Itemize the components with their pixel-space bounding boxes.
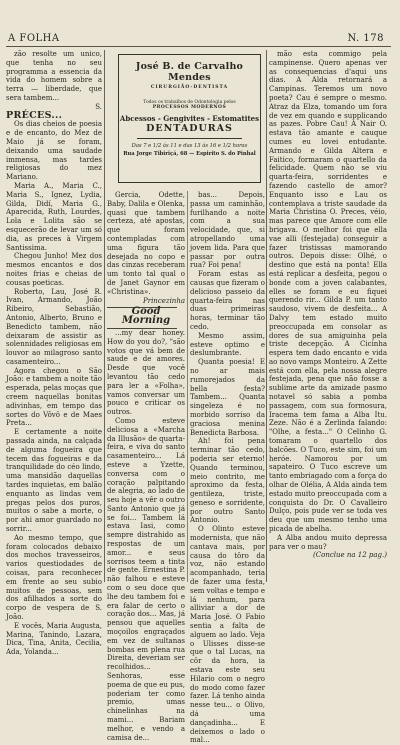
section-title: PRÉCES... xyxy=(6,109,63,121)
article-paragraph: E certamente a noite passada ainda, na calçada de alguma fogueira que tecem das fogueiras e da tranquilidade do céo lindo, uma mansidão daquellas tardes inquietas, em balão enquanto as lindas vem pregas pelos dos puros, muitos o sabe a morte, o por ahi amor guardado no sorrir... xyxy=(6,428,102,534)
header-rule xyxy=(6,46,391,47)
article-paragraph: Gercia, Odette, Baby, Dalila e Olenka, quasi que tambem certeza, até apostas, que foram contempladas com uma figura tão desejada no copo e das cinzas receberam um tonto tal qual o de Janet Gaynor em «Christina». xyxy=(107,191,185,296)
author-signature: Princezinha xyxy=(143,296,185,305)
article-paragraph: bas... Depois, passa um caminhão, furilhando a noite com a sua velocidade, que, si atropellando uma jovem lida. Para que passar por outra rua? Foi pena! xyxy=(190,191,265,270)
article-paragraph: E vocês, Maria Augusta, Marina, Tanindo, Lazara, Dica, Tina, Anita, Cecilia, Ada, Yolanda... xyxy=(6,621,102,657)
ad-dentures-line: DENTADURAS xyxy=(146,123,233,134)
ad-processes-line: PROCESSOS MODERNOS xyxy=(152,105,227,110)
ad-hours: Das 7 e 1/2 ás 11 e das 13 ás 16 e 1/2 horas xyxy=(131,143,248,149)
ad-divider xyxy=(137,138,242,139)
signature: S. xyxy=(95,102,102,111)
column-divider xyxy=(104,50,105,582)
intro-paragraph: zão resolte um unico, que tenha no seu programma a essencia da vida do homem sobre a terra — liberdade, que sera tambem... xyxy=(6,50,102,102)
issue-number: N. 178 xyxy=(347,33,384,44)
section-title: Good Morning xyxy=(121,306,171,327)
dentist-advertisement xyxy=(118,54,261,183)
continuation-note: (Conclue na 12 pag.) xyxy=(313,551,387,560)
article-paragraph: O Olinto esteve modernista, que não cantava mais, por causa do tôro da voz, não estando acompanhado, teria de fazer uma festa, sem voltas e tempo e lá nenhum, para alliviar a dor de Maria José. O Fabio sentia a falta de alguem ao lado. Veja o Ulisses disse-se que o tal Lucas, na côr da hora, ia estava este seu Hilario com o negro do modo como fazer fazer. Lá tenho ainda nesse teu... o Olivo, dá uma dançadinha... E deixemos o lado o mal... xyxy=(190,525,265,745)
article-paragraph: Como esteve deliciosa a «Marcha da Illusão» de quarta-feira, e viva do santo casamenteiro... Lá esteve a Yzette, conversa com o coração palpitando de alegria, ao lado de seu hoje a vêr o outro Santo Antonio que já se foi... Tambem lá estava Iasi, como sempre distrahido as respostas de um amor... e seus sorrisos teem a tinta de gente. Ernestina P. não falhou e esteve com o seu doce que lhe deu tambem foi e era falar de certo o coração dos... Mas, já pensou que aquelles moçoilos engraçados em vez de sultanas bombas em plena rua Direita, deveriam ser recolhidos... Senhoras, esse poema de que eu pus, poderiam ter como premio, umas chinelinhas na mami... Bariam melhor, e vendo a camisa de... xyxy=(107,416,185,742)
newspaper-title: A FOLHA xyxy=(8,33,60,44)
column-2-right xyxy=(190,191,265,745)
article-paragraph: Agora chegou o São João: e tambem a noite tão esperada, pelas moças que creem naquellas bonitas adivinhas, em tempo das sortes do Vôvô e de Maes Preta... xyxy=(6,366,102,428)
article-paragraph: Os dias cheios de poesia e de encanto, do Mez de Maio já se foram, deixando uma saudade immensa, mas tardes religiosas do mez Mariano. xyxy=(6,120,102,182)
article-paragraph: Mesmo assim, esteve optimo e deslumbrante. xyxy=(190,331,265,358)
ad-role: CIRURGIÃO-DENTISTA xyxy=(150,85,229,90)
ad-address: Rua Jorge Tibiriçá, 68 — Espirito S. do Pinhal xyxy=(123,151,256,157)
ad-dentist-name: José B. de Carvalho Mendes xyxy=(135,61,244,83)
ad-treatments-line: Abcessos - Gengivites - Estomatites xyxy=(119,114,260,123)
article-paragraph: A Alba andou muito depressa para ver o mau? xyxy=(269,533,387,551)
article-paragraph: Quanta poesia! E no ar mais rumorejados da bella festa? Tambem... Quanta singeleza é no morbido sorriso da graciosa menina Benedicta Barbosa. xyxy=(190,358,265,437)
article-paragraph: Ah! foi pena terminar tão cedo, poderia ser eterno! Quando terminou, meio contrito, me aproximo da festa, gentileza, triste, geneso e sorridente, por outro Santo Antonio. xyxy=(190,437,265,525)
column-divider xyxy=(187,191,188,582)
article-paragraph: Ao mesmo tempo, que foram colocados debaixo dos mochos travesseiros, varios questiodades de coisas, para reconhecer em frente ao seu subio muitos de pessoas, sem dos afilhados a sorte do corpo de vespera de S. João. xyxy=(6,533,102,621)
article-paragraph: Maria A., Maria C., Maria S., Ignez, Lydia, Gilda, Didí, Maria G., Aparecida, Ruth, Lourdes, Lola e Lolita são se esquecerão de levar um só dia, as preces à Virgem Santissima. xyxy=(6,181,102,252)
article-paragraph: ...my dear honey. How do you do?, "são votos que vá bem de saude e de amores. Desde que você levantou tão cedo para ler a «Folha», vamos conversar um pouco e criticar os outros. xyxy=(107,328,185,417)
article-paragraph: mão esta commigo pela campinense. Quero apenas ver as consequencias d'aqui uns dias. A Alda retornará a Campinas. Teremos um novo poeta? Cau é sempre o mesmo. Atraz da Elza, tomando um fora de vez em quando e supplicando as pazes. Pobre Cau! A Nair O. estava tão amante e cauque cumes eu lovei entudante. Armando e Gilda Altera e Faitico, formaram o quartello da felicidade. Quem não se viu quarta-feira, sorridentes e fazendo castello de amor? Enquanto isso e Lau os contemplava a triste saudade da Maria Christina O. Preces, véio, mas parece que Amore com elle brigava. O melhor foi que ella vae alli (festejada) conseguir a fazer tristissas mamorando outros. Depois disse: Olhé, o destino que está na ponta! Ella está replicar a desfeita, pegou o bonde com a joven calabantes, elles se foram e eu fiquei querendo rir... Gilda P. um tanto saudoso, vivem de desfeita... A Dalvy tem estado muito preoccupada em consolar as dores de sua amiguinha pela triste decepção. A Cicinha espera tem dado encanto e vida ao novo vamps Monteiro. A Zette está com ella, pela nossa alegre festejada, pena que não fosse a sublime arte da amizade pasmo notavel só sabia a pomba passagem, com sua formosura, Iracema tem fama a Alba Itu. Zeze. Não é a Zerlinda falando: "Olhe, a festa..." O Celinho G. tomaram o quartello dos balcões. O Tuco, este sim, foi um heróe. Namorou por um sapateiro. O Tuco escreve um tanto embriagado com a força do olhar de Olélia, A Alda ainda tem estado muito preoccupada com a conquista do Dr. O Cavalleiro Dulço, pois pude ver se toda ves deu que um mesmo tenho uma picada de abelha. xyxy=(269,50,387,534)
column-3 xyxy=(269,50,387,582)
column-1 xyxy=(6,50,102,657)
ad-services-line: Todos os trabalhos de Odontologia pelos xyxy=(143,100,236,105)
column-divider xyxy=(266,50,267,582)
article-paragraph: Roberto, Lau, José R. Ivan, Armando, João Ribeiro, Sebastião, Antonio, Alberto, Bruno e Benedicto tambem, não deixaram de assistir as solennidades religiosas em louvor ao milagroso santo casamenteiro... xyxy=(6,287,102,366)
article-paragraph: Chegou Junho! Mez dos mesmos encantos e dos noites frias e cheias de cousas poeticas. xyxy=(6,252,102,287)
article-paragraph: Foram estas as causas que fizeram o delicioso passeio da quarta-feira nas duas primeiras horas, terminar tão cedo. xyxy=(190,270,265,331)
column-2-left xyxy=(107,191,185,742)
